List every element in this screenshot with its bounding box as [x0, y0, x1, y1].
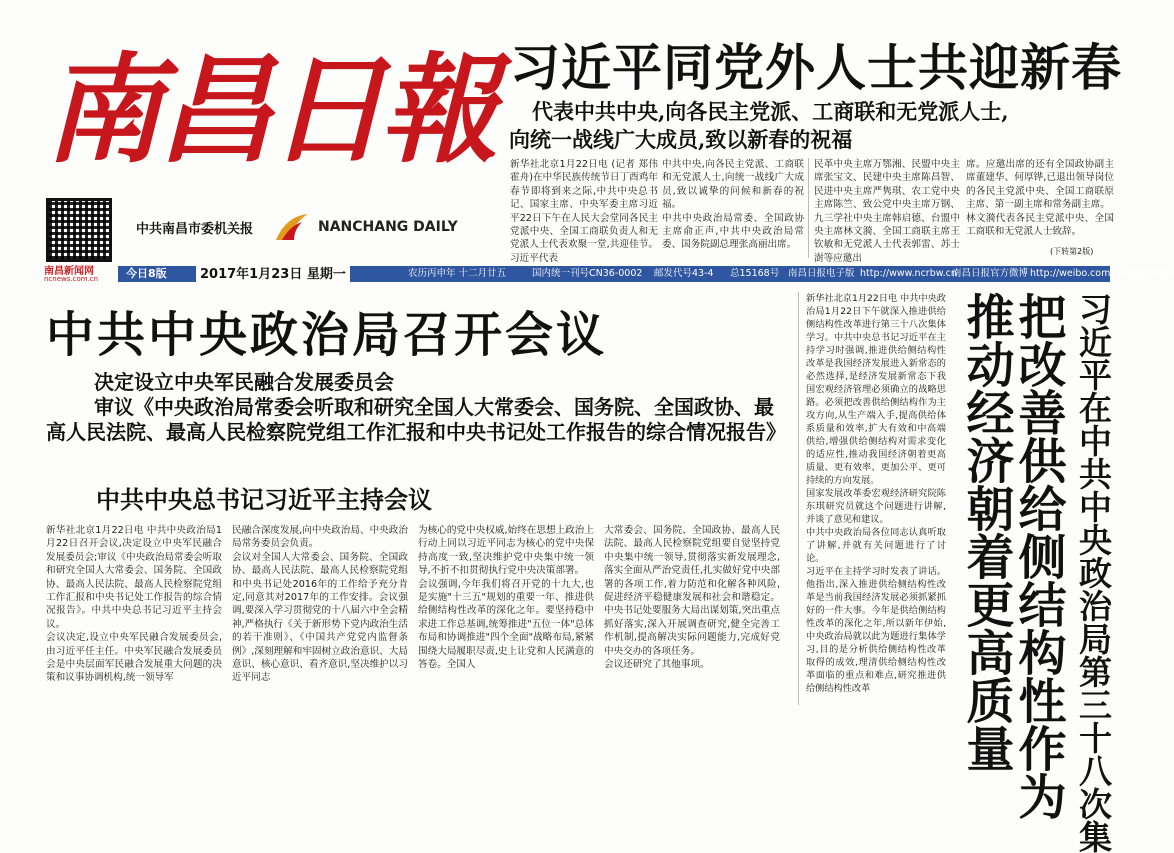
- top-subhead-line1: 代表中共中央,向各民主党派、工商联和无党派人士,: [532, 99, 1009, 124]
- side-headline-col2: 推动经济朝着更高质量: [958, 292, 1014, 772]
- main-story-col3: 为核心的党中央权威,始终在思想上政治上行动上同以习近平同志为核心的党中央保持高度一致,坚决维护党中央集中统一领导,不折不扣贯彻执行党中央决策部署。 会议强调,今年我们将召开党的十九大,也是实施"十三五"规划的重要一年、推进供给侧结构性改革的深化之年。要坚持稳中求进工作总基调,统筹推进"五位一体"总体布局和协调推进"四个全面"战略布局,紧紧围绕大局履职尽责,史上让党和人民满意的答卷。全国人: [418, 525, 594, 671]
- top-story-col1: 新华社北京1月22日电 (记者 郑伟 霍舟)在中华民族传统节日丁酉鸡年春节即将到来之际,中共中央总书记、国家主席、中央军委主席习近平22日下午在人民大会堂同各民主党派中央、全国工商联负责人和无党派人士代表欢聚一堂,共迎佳节。习近平代表: [510, 159, 658, 264]
- column-divider: [808, 158, 809, 258]
- english-name: NANCHANG DAILY: [318, 219, 458, 235]
- main-subheads: [46, 370, 786, 445]
- qr-code-icon: [46, 198, 112, 262]
- weibo-url[interactable]: http://weibo.com/3143022404: [1030, 268, 1174, 279]
- main-story-col2: 民融合深度发展,向中央政治局、中央政治局常务委员会负责。 会议对全国人大常委会、国务院、全国政协、最高人民法院、最高人民检察院党组和中央书记处2016年的工作给予充分肯定,同意其对2017年的工作安排。会议强调,要深入学习贯彻党的十八届六中全会精神,严格执行《关于新形势下党内政治生活的若干准则》、《中国共产党党内监督条例》,深刻理解和牢固树立政治意识、大局意识、核心意识、看齐意识,坚决维护以习近平同志: [232, 525, 408, 684]
- side-story-body: 新华社北京1月22日电 中共中央政治局1月22日下午就深入推进供给侧结构性改革进行第三十八次集体学习。中共中央总书记习近平在主持学习时强调,推进供给侧结构性改革是我国经济发展进入新常态的必然选择,是经济发展新常态下我国宏观经济管理必须确立的战略思路。必须把改善供给侧结构作为主攻方向,从生产端入手,提高供给体系质量和效率,扩大有效和中高端供给,增强供给侧结构对需求变化的适应性,推动我国经济朝着更高质量、更有效率、更加公平、更可持续的方向发展。 国家发展改革委宏观经济研究院陈东琪研究员就这个问题进行讲解,并谈了意见和建议。 中共中央政治局各位同志认真听取了讲解,并就有关问题进行了讨论。 习近平在主持学习时发表了讲话。他指出,深入推进供给侧结构性改革是当前我国经济发展必须抓紧抓好的一件大事。今年是供给侧结构性改革的深化之年,所以新年伊始,中央政治局就以此为题进行集体学习,目的是分析供给侧结构性改革取得的成效,理清供给侧结构性改革面临的重点和难点,研究推进供给侧结构性改革: [806, 293, 946, 694]
- weibo-label: 南昌日报官方微博: [952, 268, 1029, 279]
- side-kicker: 习近平在中共中央政治局第三十八次集: [1074, 292, 1113, 853]
- top-subhead-line2: 向统一战线广大成员,致以新春的祝福: [509, 127, 853, 152]
- issue-number: 总15168号: [730, 268, 780, 279]
- e-paper-url[interactable]: http://www.ncrbw.cn: [860, 268, 957, 279]
- lunar-date: 农历丙申年 十二月廿五: [408, 268, 507, 279]
- continued-note: (下转第2版): [1050, 247, 1094, 256]
- issue-date: 2017年1月23日 星期一: [196, 260, 350, 285]
- main-subhead2: 审议《中央政治局常委会听取和研究全国人大常委会、国务院、全国政协、最高人民法院、最高人民检察院党组工作汇报和中央书记处工作报告的综合情况报告》: [46, 395, 786, 444]
- main-subhead1: 决定设立中央军民融合发展委员会: [94, 370, 394, 394]
- side-headline-col1: 把改善供给侧结构性作为: [1010, 292, 1066, 820]
- top-story-col2: 中共中央,向各民主党派、工商联和无党派人士,向统一战线广大成员,致以诚挚的问候和新春的祝福。 中共中央政治局常委、全国政协主席俞正声,中共中央政治局常委、国务院副总理张高丽出席。: [662, 159, 804, 251]
- main-subhead3: 中共中央总书记习近平主持会议: [96, 486, 432, 514]
- news-site-url: ncnews.com.cn: [44, 275, 99, 283]
- main-story-col1: 新华社北京1月22日电 中共中央政治局1月22日召开会议,决定设立中央军民融合发展委员会;审议《中央政治局常委会听取和研究全国人大常委会、国务院、全国政协、最高人民法院、最高人民检察院党组工作汇报和中央书记处工作报告的综合情况报告》。中共中央总书记习近平主持会议。 会议决定,设立中央军民融合发展委员会,由习近平任主任。中央军民融合发展委员会是中央层面军民融合发展重大问题的决策和议事协调机构,统一领导军: [46, 525, 222, 684]
- e-paper-label: 南昌日报电子版: [788, 268, 855, 279]
- top-story-col3: 民革中央主席万鄂湘、民盟中央主席张宝文、民建中央主席陈昌智、民进中央主席严隽琪、农工党中央主席陈竺、致公党中央主席万钢、九三学社中央主席韩启德、台盟中央主席林文漪、全国工商联主席王钦敏和无党派人士代表郭雷、苏士澍等应邀出: [814, 159, 960, 264]
- side-divider: [798, 292, 799, 705]
- main-story-col4: 大常委会、国务院、全国政协、最高人民法院、最高人民检察院党组要自觉坚持党中央集中统一领导,贯彻落实新发展理念,落实全面从严治党责任,扎实做好党中央部署的各项工作,着力防范和化解各种风险,促进经济平稳健康发展和社会和谐稳定。中央书记处要服务大局出谋划策,突出重点抓好落实,深入开展调查研究,健全完善工作机制,提高解决实际问题能力,完成好党中央交办的各项任务。 会议还研究了其他事项。: [604, 525, 780, 671]
- top-story-col4: 席。应邀出席的还有全国政协副主席董建华、何厚铧,已退出领导岗位的各民主党派中央、全国工商联原主席、第一副主席和常务副主席。 林文漪代表各民主党派中央、全国工商联和无党派人士致辞。: [966, 159, 1114, 238]
- cn-number: 国内统一刊号CN36-0002: [532, 268, 643, 279]
- top-subhead: [509, 98, 1129, 154]
- newspaper-logo: 南昌日報: [44, 40, 493, 179]
- nanchang-daily-emblem-icon: [272, 210, 312, 244]
- organ-label: 中共南昌市委机关报: [136, 222, 254, 237]
- main-headline: 中共中央政治局召开会议: [46, 307, 608, 363]
- post-code: 邮发代号43-4: [654, 268, 714, 279]
- top-headline: 习近平同党外人士共迎新春: [510, 39, 1122, 97]
- edition-count: 今日8版: [126, 267, 167, 280]
- news-site-logo: 南昌新闻网: [44, 266, 94, 277]
